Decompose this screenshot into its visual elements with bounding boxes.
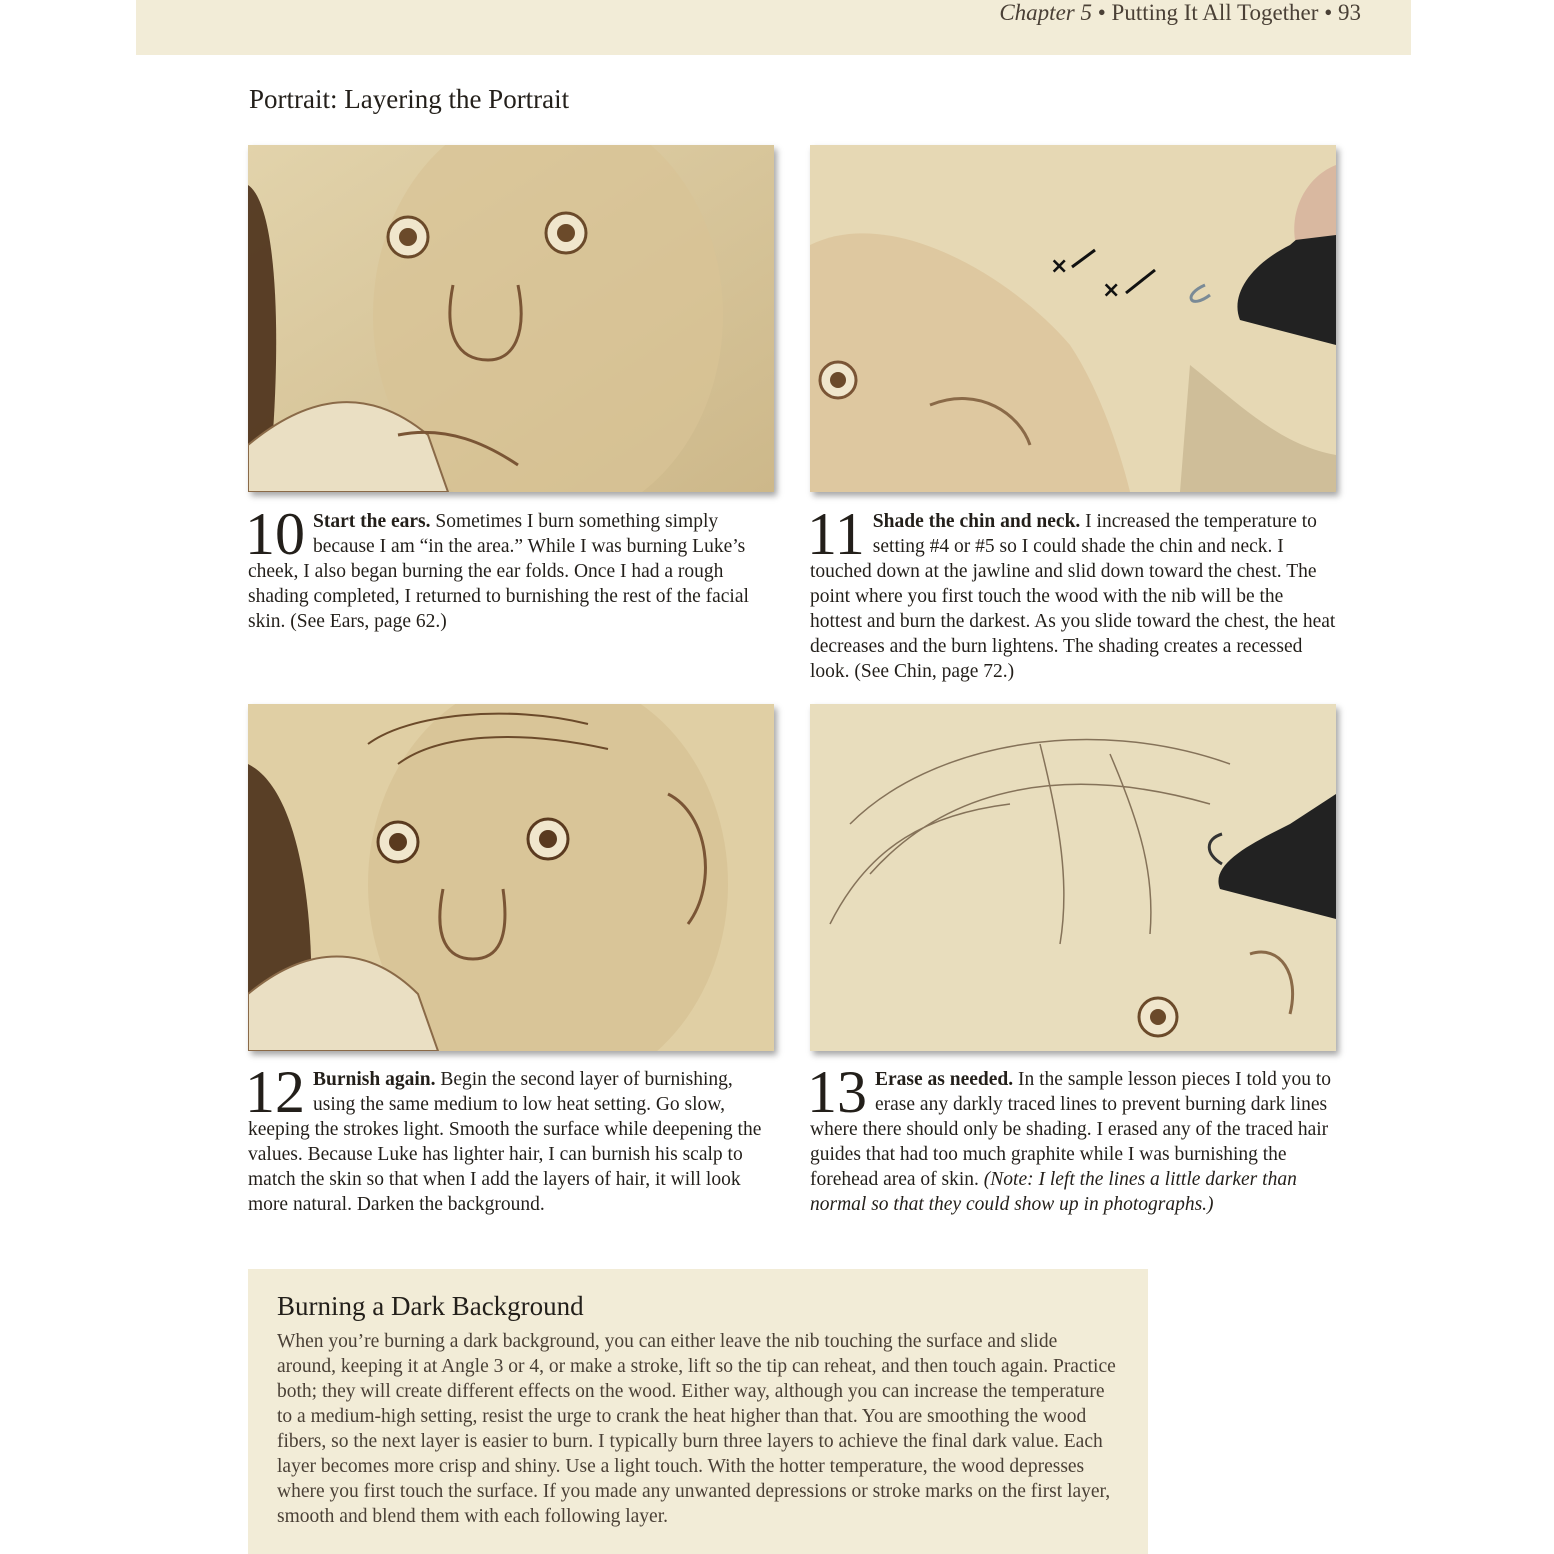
svg-text:×: × [1102, 278, 1121, 303]
sidebar-title: Burning a Dark Background [277, 1291, 584, 1321]
step-number: 13 [807, 1059, 867, 1125]
step-lead: Erase as needed. [875, 1069, 1014, 1090]
step-lead: Shade the chin and neck. [872, 511, 1081, 532]
step-lead: Burnish again. [313, 1069, 436, 1090]
page-number: 93 [1338, 0, 1361, 25]
running-header-band [136, 0, 1411, 55]
step-number: 11 [807, 501, 865, 567]
section-title: Portrait: Layering the Portrait [249, 84, 570, 114]
photo-step-11 [810, 145, 1336, 492]
photo-step-10 [248, 145, 774, 492]
step-note: (Note: I left the lines a little darker than normal so that they could show up in photographs.) [810, 1169, 1297, 1215]
photo-step-12 [248, 704, 774, 1051]
step-body: I increased the temperature to setting #4 or #5 so I could shade the chin and neck. I touched down at the jawline and slid down toward the chest. The point where you first touch the wood with the nib will be the hottest and burn the darkest. As you slide toward the chest, the heat decreases and the burn lightens. The shading creates a recessed look. (See Chin, page 72.) [810, 511, 1336, 682]
step-11-caption [807, 501, 1338, 684]
chapter-title: Putting It All Together [1111, 0, 1319, 25]
step-body: Sometimes I burn something simply because I am “in the area.” While I was burning Luke’s cheek, I also began burning the ear folds. Once I had a rough shading completed, I returned to burnishing the rest of the facial skin. (See Ears, page 62.) [248, 511, 749, 632]
separator: • [1091, 0, 1112, 25]
step-lead: Start the ears. [313, 511, 431, 532]
separator: • [1318, 0, 1338, 25]
chapter-label: Chapter 5 [999, 0, 1092, 25]
step-body: In the sample lesson pieces I told you to erase any darkly traced lines to prevent burning dark lines where there should only be shading. I erased any of the traced hair guides that had too much graphite while I was burnishing the forehead area of skin. [810, 1069, 1332, 1190]
step-number: 10 [245, 501, 305, 567]
sidebar-body: When you’re burning a dark background, you can either leave the nib touching the surface and slide around, keeping it at Angle 3 or 4, or make a stroke, lift so the tip can reheat, and then touch again. Practice both; they will create different effects on the wood. Either way, although you can increase the temperature to a medium-high setting, resist the urge to crank the heat higher than that. You are smoothing the wood fibers, so the next layer is easier to burn. I typically burn three layers to achieve the final dark value. Each layer becomes more crisp and shiny. Use a light touch. With the hotter temperature, the wood depresses where you first touch the surface. If you made any unwanted depressions or stroke marks on the first layer, smooth and blend them with each following layer. [277, 1331, 1116, 1527]
running-head [999, 0, 1361, 30]
step-body: Begin the second layer of burnishing, using the same medium to low heat setting. Go slow, keeping the strokes light. Smooth the surface while deepening the values. Because Luke has lighter hair, I can burnish his scalp to match the skin so that when I add the layers of hair, it will look more natural. Darken the background. [248, 1069, 762, 1215]
svg-text:×: × [1050, 254, 1069, 279]
step-10-caption [245, 501, 776, 634]
step-12-caption [245, 1059, 776, 1217]
step-13-caption [807, 1059, 1338, 1217]
step-number: 12 [245, 1059, 305, 1125]
sidebar-box [248, 1269, 1148, 1554]
photo-step-13 [810, 704, 1336, 1051]
